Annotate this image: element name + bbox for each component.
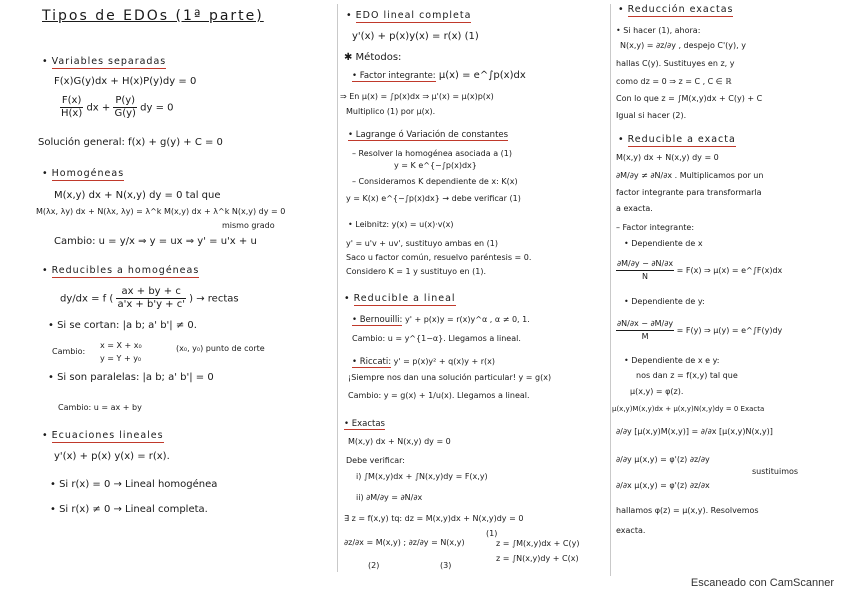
reducibles-cambio-x: x = X + x₀	[100, 341, 142, 350]
column-divider-right	[610, 4, 611, 576]
fi-dependiente-x-label: • Dependiente de x	[624, 239, 703, 248]
fi-end-line-1: hallamos φ(z) = μ(x,y). Resolvemos	[616, 506, 759, 515]
exactas-tag-3: (3)	[440, 561, 452, 570]
riccati-line: • Riccati: y' = p(x)y² + q(x)y + r(x)	[352, 357, 496, 367]
page-title: Tipos de EDOs (1ª parte)	[42, 8, 264, 24]
reducible-exacta-line-2: ∂M/∂y ≠ ∂N/∂x . Multiplicamos por un	[616, 171, 764, 180]
homogeneas-note: mismo grado	[222, 221, 275, 230]
separadas-equation: F(x)G(y)dx + H(x)P(y)dy = 0	[54, 76, 197, 87]
section-variables-separadas: • Variables separadas	[42, 56, 167, 67]
leibnitz-step-1: y' = u'v + uv', sustituyo ambas en (1)	[346, 239, 499, 248]
camscanner-footer: Escaneado con CamScanner	[690, 577, 834, 589]
factor-integrante-multiplico: Multiplico (1) por μ(x).	[346, 107, 436, 116]
reducibles-cambio-y: y = Y + y₀	[100, 354, 142, 363]
reducible-exacta-line-3: factor integrante para transformarla	[616, 188, 762, 197]
riccati-cambio: Cambio: y = g(x) + 1/u(x). Llegamos a lineal.	[348, 391, 530, 400]
reducible-exacta-line-4: a exacta.	[616, 204, 653, 213]
exactas-condition-ii: ii) ∂M/∂y = ∂N/∂x	[356, 493, 423, 502]
fi-dependiente-xy-line-1: nos dan z = f(x,y) tal que	[636, 371, 738, 380]
lagrange-step-2: y = K e^{−∫p(x)dx}	[394, 161, 477, 170]
fi-dependiente-y-formula: $\frac{\partial N/\partial x - \partial M/\partial y}{M}$ = F(y) ⇒ μ(y) = e^∫F(y)dy	[617, 319, 783, 341]
section-reduccion-exactas: • Reducción exactas	[618, 4, 734, 15]
metodos-label: ✱ Métodos:	[344, 52, 402, 63]
lineales-homogenea: • Si r(x) = 0 → Lineal homogénea	[50, 479, 218, 490]
separadas-fraction-equation: $\frac{F(x)}{H(x)}$ dx + $\frac{P(y)}{G(y)}$ dy = 0	[61, 95, 174, 119]
reducibles-punto-corte: (x₀, y₀) punto de corte	[176, 344, 265, 353]
leibnitz-step-2: Saco u factor común, resuelvo paréntesis = 0.	[346, 253, 532, 262]
exactas-equation: M(x,y) dx + N(x,y) dy = 0	[348, 437, 451, 446]
reduccion-line-2: N(x,y) = ∂z/∂y , despejo C'(y), y	[620, 41, 746, 50]
section-reducibles-homogeneas: • Reducibles a homogéneas	[42, 265, 200, 276]
exactas-condition-i: i) ∫M(x,y)dx + ∫N(x,y)dy = F(x,y)	[356, 472, 488, 481]
lineales-equation: y'(x) + p(x) y(x) = r(x).	[54, 451, 170, 462]
exactas-z-definition: ∃ z = f(x,y) tq: dz = M(x,y)dx + N(x,y)dy = 0	[344, 514, 524, 523]
section-reducible-lineal: • Reducible a lineal	[344, 293, 456, 304]
bernouilli-cambio: Cambio: u = y^{1−α}. Llegamos a lineal.	[352, 334, 521, 343]
exactas-verificar: Debe verificar:	[346, 456, 405, 465]
homogeneas-equation: M(x,y) dx + N(x,y) dy = 0 tal que	[54, 190, 221, 201]
completa-equation: y'(x) + p(x)y(x) = r(x) (1)	[352, 31, 479, 42]
reducibles-equation: dy/dx = f ( $\frac{ax + by + c}{a'x + b'y + c'}$ ) → rectas	[60, 286, 239, 310]
lagrange-step-1: – Resolver la homogénea asociada a (1)	[352, 149, 512, 158]
separadas-solucion-general: Solución general: f(x) + g(y) + C = 0	[38, 137, 223, 148]
fi-substitution-1: ∂/∂y μ(x,y) = φ'(z) ∂z/∂y	[616, 455, 710, 464]
fi-condition: ∂/∂y [μ(x,y)M(x,y)] = ∂/∂x [μ(x,y)N(x,y)]	[616, 427, 773, 436]
reducible-exacta-equation: M(x,y) dx + N(x,y) dy = 0	[616, 153, 719, 162]
fi-dependiente-xy-label: • Dependiente de x e y:	[624, 356, 720, 365]
reduccion-line-4: como dz = 0 ⇒ z = C , C ∈ ℝ	[616, 77, 732, 86]
section-edo-lineal-completa: • EDO lineal completa	[346, 10, 472, 21]
homogeneas-cambio: Cambio: u = y/x ⇒ y = ux ⇒ y' = u'x + u	[54, 236, 257, 247]
homogeneas-condition: M(λx, λy) dx + N(λx, λy) = λ^k M(x,y) dx + λ^k N(x,y) dy = 0	[36, 207, 286, 216]
exactas-label: • Exactas	[344, 419, 385, 429]
exactas-tag-1: (1)	[486, 529, 498, 538]
exactas-partials: ∂z/∂x = M(x,y) ; ∂z/∂y = N(x,y)	[344, 538, 465, 547]
column-divider-left	[337, 4, 338, 572]
lagrange-step-4: y = K(x) e^{−∫p(x)dx} → debe verificar (1)	[346, 194, 521, 203]
fi-dependiente-xy-line-2: μ(x,y) = φ(z).	[630, 387, 684, 396]
lagrange-step-3: – Consideramos K dependiente de x: K(x)	[352, 177, 518, 186]
section-reducible-exacta: • Reducible a exacta	[618, 134, 736, 145]
exactas-z2: z = ∫N(x,y)dy + C(x)	[496, 554, 579, 563]
riccati-note: ¡Siempre nos dan una solución particular! y = g(x)	[348, 373, 552, 382]
leibnitz-step-3: Considero K = 1 y sustituyo en (1).	[346, 267, 486, 276]
fi-end-line-2: exacta.	[616, 526, 646, 535]
factor-integrante-line: • Factor integrante: μ(x) = e^∫p(x)dx	[352, 70, 526, 81]
reducibles-cambio-label: Cambio:	[52, 347, 86, 356]
lagrange-label: • Lagrange ó Variación de constantes	[348, 130, 509, 140]
fi-sustituimos: sustituimos	[752, 467, 799, 476]
reducibles-paralelas: • Si son paralelas: |a b; a' b'| = 0	[48, 372, 214, 383]
leibnitz-label: • Leibnitz: y(x) = u(x)·v(x)	[348, 220, 454, 229]
factor-integrante-derivada: ⇒ En μ(x) = ∫p(x)dx ⇒ μ'(x) = μ(x)p(x)	[340, 92, 494, 101]
reduccion-line-1: • Si hacer (1), ahora:	[616, 26, 701, 35]
lineales-completa: • Si r(x) ≠ 0 → Lineal completa.	[50, 504, 208, 515]
fi-dependiente-x-formula: $\frac{\partial M/\partial y - \partial N/\partial x}{N}$ = F(x) ⇒ μ(x) = e^∫F(x)dx	[617, 259, 783, 281]
section-ecuaciones-lineales: • Ecuaciones lineales	[42, 430, 164, 441]
fi-dependiente-y-label: • Dependiente de y:	[624, 297, 705, 306]
factor-integrante-header: – Factor integrante:	[616, 223, 695, 232]
exactas-z1: z = ∫M(x,y)dx + C(y)	[496, 539, 580, 548]
reduccion-line-6: Igual si hacer (2).	[616, 111, 687, 120]
reducibles-cortan: • Si se cortan: |a b; a' b'| ≠ 0.	[48, 320, 197, 331]
reducibles-cambio-paralelas: Cambio: u = ax + by	[58, 403, 142, 412]
fi-exacta-equation: μ(x,y)M(x,y)dx + μ(x,y)N(x,y)dy = 0 Exacta	[612, 405, 765, 413]
exactas-tag-2: (2)	[368, 561, 380, 570]
reduccion-line-5: Con lo que z = ∫M(x,y)dx + C(y) + C	[616, 94, 763, 103]
section-homogeneas: • Homogéneas	[42, 168, 125, 179]
bernouilli-line: • Bernouilli: y' + p(x)y = r(x)y^α , α ≠ 0, 1.	[352, 315, 530, 325]
fi-substitution-2: ∂/∂x μ(x,y) = φ'(z) ∂z/∂x	[616, 481, 710, 490]
reduccion-line-3: hallas C(y). Sustituyes en z, y	[616, 59, 735, 68]
